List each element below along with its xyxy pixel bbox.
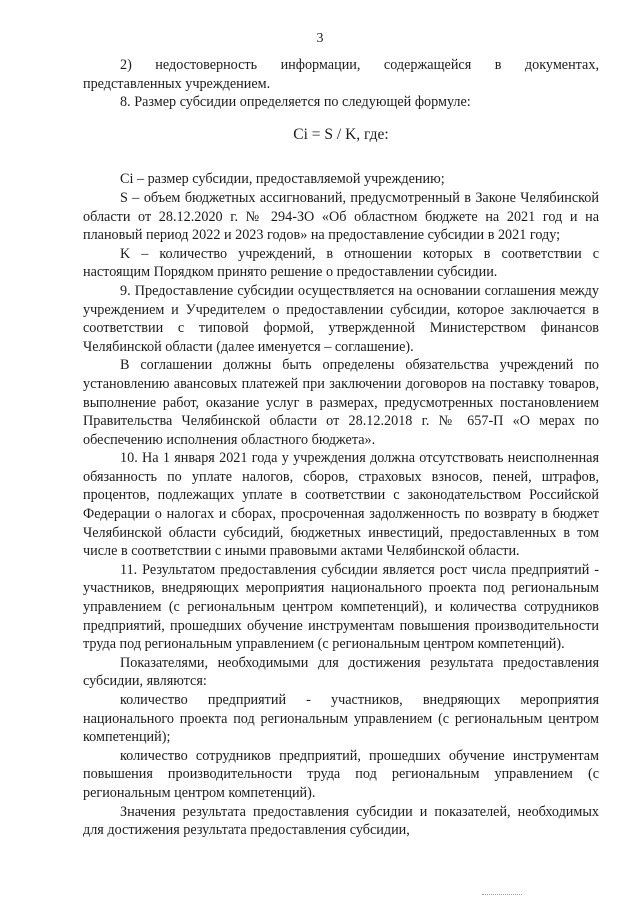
definition-k: K – количество учреждений, в отношении которых в соответствии с настоящим Порядком принято решение о предоставлении субсидии. xyxy=(83,245,599,281)
paragraph-clause-8: 8. Размер субсидии определяется по следующей формуле: xyxy=(120,94,471,111)
paragraph-clause-11: 11. Результатом предоставления субсидии является рост числа предприятий - участников, внедряющих мероприятия национального проекта под региональным управлением (с региональным центром компетенций), и количества сотрудников предприятий, прошедших обучение инструментам повышения производительности труда под региональным управлением (с региональным центром компетенций). xyxy=(83,561,599,653)
document-body xyxy=(83,56,599,840)
paragraph-clause-10: 10. На 1 января 2021 года у учреждения должна отсутствовать неисполненная обязанность по уплате налогов, сборов, страховых взносов, пеней, штрафов, процентов, подлежащих уплате в соответствии с законодательством Российской Федерации о налогах и сборах, просроченная задолженность по возврату в бюджет Челябинской области субсидий, бюджетных инвестиций, предоставленных в том числе в соответствии с иными правовыми актами Челябинской области. xyxy=(83,450,599,560)
paragraph-clause-7-item-2: 2) недостоверность информации, содержащейся в документах, представленных учреждением. xyxy=(83,57,599,92)
page-number: 3 xyxy=(316,31,324,46)
paragraph-clause-9: 9. Предоставление субсидии осуществляется на основании соглашения между учреждением и Учредителем о предоставлении субсидии, которое заключается в соответствии с типовой формой, утвержденной Министерством финансов Челябинской области (далее именуется – соглашение). xyxy=(83,282,599,355)
paragraph-indicators-intro: Показателями, необходимыми для достижения результата предоставления субсидии, являются: xyxy=(83,654,599,690)
definition-s: S – объем бюджетных ассигнований, предусмотренный в Законе Челябинской области от 28.12.2020 г. № 294-ЗО «Об областном бюджете на 2021 год и на плановый период 2022 и 2023 годов» на предоставление субсидии в 2021 году; xyxy=(83,189,599,244)
scan-footer-mark xyxy=(482,894,522,899)
subsidy-formula: Ci = S / K, где: xyxy=(293,125,389,143)
paragraph-agreement-obligations: В соглашении должны быть определены обязательства учреждений по установлению авансовых платежей при заключении договоров на поставку товаров, выполнение работ, оказание услуг в размерах, предусмотренных постановлением Правительства Челябинской области от 28.12.2018 г. № 657-П «О мерах по обеспечению исполнения областного бюджета». xyxy=(83,357,599,448)
indicator-participants: количество предприятий - участников, внедряющих мероприятия национального проекта под региональным управлением (с региональным центром компетенций); xyxy=(83,692,599,746)
indicator-trained-employees: количество сотрудников предприятий, прошедших обучение инструментам повышения производительности труда под региональным управлением (с региональным центром компетенций). xyxy=(83,747,599,801)
paragraph-values-continued: Значения результата предоставления субсидии и показателей, необходимых для достижения результата предоставления субсидии, xyxy=(83,803,599,839)
definition-ci: Ci – размер субсидии, предоставляемой учреждению; xyxy=(120,171,445,188)
